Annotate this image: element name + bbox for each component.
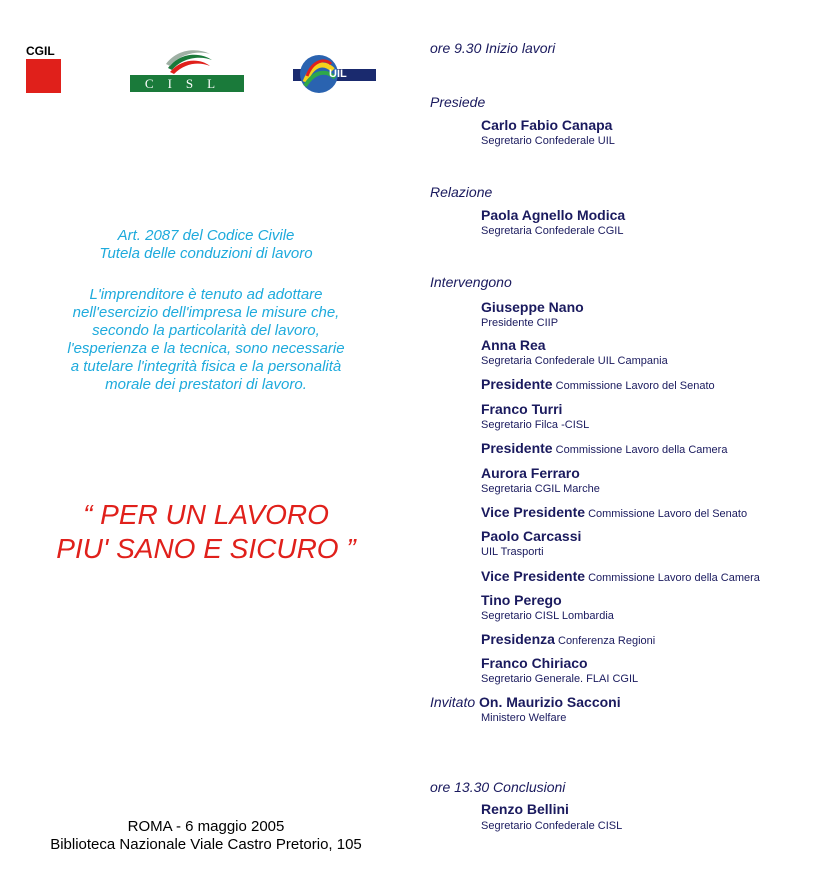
- speaker-name: Giuseppe Nano: [481, 299, 584, 315]
- presiede-name: Carlo Fabio Canapa: [481, 117, 613, 133]
- program-start: ore 9.30 Inizio lavori: [430, 40, 556, 56]
- invitato-role: Ministero Welfare: [481, 712, 567, 724]
- cgil-logo-square: [26, 59, 61, 93]
- speaker-role: Segretaria CGIL Marche: [481, 483, 600, 495]
- article-line: a tutelare l'integrità fisica e la personalità: [70, 358, 342, 375]
- speaker-title-main: Presidenza: [481, 631, 555, 647]
- speaker-title: [481, 631, 655, 650]
- relazione-label: Relazione: [430, 184, 493, 200]
- speaker-title-extra: Conferenza Regioni: [554, 635, 656, 647]
- event-date: ROMA - 6 maggio 2005: [127, 818, 285, 835]
- speaker-title-extra: Commissione Lavoro della Camera: [552, 444, 728, 456]
- closing-role: Segretario Confederale CISL: [481, 820, 623, 832]
- speaker-title-main: Vice Presidente: [481, 504, 586, 520]
- slogan-line: PIU' SANO E SICURO ”: [56, 533, 356, 564]
- article-line: L'imprenditore è tenuto ad adottare: [89, 286, 323, 303]
- presiede-label: Presiede: [430, 94, 486, 110]
- speaker-name: Anna Rea: [481, 337, 546, 353]
- speaker-title: [481, 504, 747, 523]
- program-conclusion: ore 13.30 Conclusioni: [430, 779, 566, 795]
- speaker-name: Franco Chiriaco: [481, 655, 588, 671]
- speaker-name: Aurora Ferraro: [481, 465, 580, 481]
- cgil-logo-text: CGIL: [26, 44, 55, 58]
- cgil-logo: [26, 45, 61, 93]
- speaker-role: Presidente CIIP: [481, 317, 559, 329]
- article-line: nell'esercizio dell'impresa le misure che,: [72, 304, 340, 321]
- slogan-line: “ PER UN LAVORO: [83, 499, 329, 530]
- presiede-role: Segretario Confederale UIL: [481, 135, 615, 147]
- invitato-label: Invitato: [430, 694, 476, 710]
- article-line: secondo la particolarità del lavoro,: [92, 322, 320, 339]
- invitato-line: [430, 694, 621, 711]
- cisl-logo-text: CISL: [130, 75, 244, 92]
- relazione-name: Paola Agnello Modica: [481, 207, 626, 223]
- speaker-name: Tino Perego: [481, 592, 562, 608]
- speaker-title-main: Vice Presidente: [481, 568, 586, 584]
- speaker-title-extra: Commissione Lavoro del Senato: [552, 380, 715, 392]
- article-subtitle: Tutela delle conduzioni di lavoro: [99, 245, 313, 262]
- speaker-title: [481, 568, 760, 587]
- cisl-flag-icon: [130, 46, 244, 76]
- slogan: [0, 498, 412, 566]
- uil-logo: [293, 52, 376, 96]
- speaker-title-main: Presidente: [481, 376, 553, 392]
- speaker-title-extra: Commissione Lavoro della Camera: [585, 572, 760, 584]
- article-line: morale dei prestatori di lavoro.: [105, 376, 307, 393]
- speaker-role: Segretario Filca -CISL: [481, 419, 590, 431]
- speaker-title-extra: Commissione Lavoro del Senato: [585, 508, 748, 520]
- speaker-role: Segretaria Confederale UIL Campania: [481, 355, 668, 367]
- closing-name: Renzo Bellini: [481, 801, 569, 817]
- speaker-role: Segretario Generale. FLAI CGIL: [481, 673, 639, 685]
- article-line: l'esperienza e la tecnica, sono necessarie: [67, 340, 345, 357]
- speaker-title: [481, 376, 715, 395]
- speaker-title: [481, 440, 727, 459]
- speaker-role: UIL Trasporti: [481, 546, 544, 558]
- cisl-logo: [130, 46, 244, 92]
- speaker-name: Paolo Carcassi: [481, 528, 582, 544]
- speaker-name: Franco Turri: [481, 401, 563, 417]
- uil-logo-text: UIL: [329, 68, 347, 80]
- invitato-name: On. Maurizio Sacconi: [475, 694, 621, 710]
- article-title: Art. 2087 del Codice Civile: [117, 227, 295, 244]
- relazione-role: Segretaria Confederale CGIL: [481, 225, 624, 237]
- intervengono-label: Intervengono: [430, 274, 512, 290]
- speaker-title-main: Presidente: [481, 440, 553, 456]
- article-body: [0, 286, 412, 394]
- event-venue: Biblioteca Nazionale Viale Castro Pretorio, 105: [50, 836, 362, 853]
- speaker-role: Segretario CISL Lombardia: [481, 610, 614, 622]
